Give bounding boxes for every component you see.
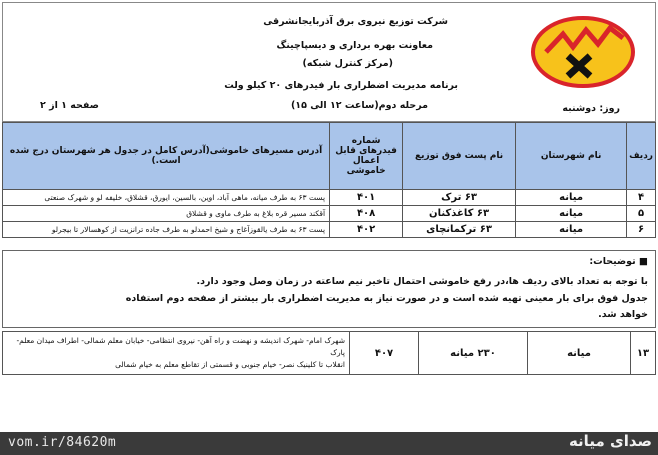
col-substation: نام پست فوق توزیع <box>403 123 516 190</box>
row-no: ۱۳ <box>631 332 656 375</box>
city: میانه <box>516 206 627 222</box>
notes-line-1: با توجه به تعداد بالای ردیف ها،در رفع خاموشی احتمال تاخیر نیم ساعته در زمان وصل وجود دارد. <box>196 276 648 287</box>
col-address: آدرس مسیرهای خاموشی(آدرس کامل در جدول هر شهرستان درج شده است.) <box>3 123 330 190</box>
stage-label: مرحله دوم(ساعت ۱۲ الی ۱۵) <box>290 100 428 111</box>
notes-box <box>2 250 656 328</box>
col-feeder-no: شماره فیدرهای قابل اعمال خاموشی <box>330 123 403 190</box>
address: پست ۶۳ به طرف یالقوزآغاج و شیخ احمدلو به طرف جاده ترانزیت از کوهسالار تا بیجرلو <box>3 222 330 238</box>
col-city: نام شهرستان <box>516 123 627 190</box>
address <box>3 332 350 375</box>
city: میانه <box>516 222 627 238</box>
row-no: ۵ <box>627 206 656 222</box>
table-header-row <box>3 123 656 190</box>
table-row <box>3 206 656 222</box>
address: پست ۶۳ به طرف میانه، ماهی آباد، اوین، بالسین، ایورق، قشلاق، خلیفه لو و شهرک صنعتی <box>3 190 330 206</box>
row-no: ۶ <box>627 222 656 238</box>
company-name: شرکت توزیع نیروی برق آذربایجانشرقی <box>263 16 448 27</box>
feeder-no: ۴۰۸ <box>330 206 403 222</box>
table-row-13 <box>2 331 656 375</box>
substation: ۶۳ ترک <box>403 190 516 206</box>
feeder-no: ۴۰۲ <box>330 222 403 238</box>
notes-title-text: توضیحات: <box>589 256 636 267</box>
substation: ۶۳ کاغذکنان <box>403 206 516 222</box>
city: میانه <box>528 332 631 375</box>
feeder-table <box>2 122 656 238</box>
notes-line-3: خواهد شد. <box>598 309 648 320</box>
brand-watermark: صدای میانه <box>568 432 652 450</box>
company-logo <box>528 12 638 92</box>
substation: ۲۳۰ میانه <box>419 332 528 375</box>
address: آقکند مسیر قره بلاغ به طرف ماوی و قشلاق <box>3 206 330 222</box>
substation: ۶۳ ترکمانچای <box>403 222 516 238</box>
address-line-1: شهرک امام- شهرک اندیشه و نهضت و راه آهن- نیروی انتظامی- خیابان معلم شمالی- اطراف میدان معلم- پارک <box>16 336 345 357</box>
deputy-name: معاونت بهره برداری و دیسپاچینگ <box>276 40 433 51</box>
program-title: برنامه مدیریت اضطراری بار فیدرهای ۲۰ کیلو ولت <box>224 80 458 91</box>
row-no: ۴ <box>627 190 656 206</box>
notes-title: ■ توضیحات: <box>589 256 648 267</box>
table-row <box>3 222 656 238</box>
address-line-2: انقلاب تا کلینیک نصر- خیام جنوبی و قسمتی از تقاطع معلم به خیام شمالی <box>115 360 345 369</box>
notes-line-2: جدول فوق برای بار معینی تهیه شده است و در صورت نیاز به مدیریت اضطراری بار بیشتر از صفحه دوم استفاده <box>125 293 648 304</box>
city: میانه <box>516 190 627 206</box>
source-url: vom.ir/84620m <box>8 435 117 450</box>
feeder-no: ۴۰۷ <box>350 332 419 375</box>
page-number: صفحه ۱ از ۲ <box>40 100 99 111</box>
control-center: (مرکز کنترل شبکه) <box>302 58 393 69</box>
col-row-no: ردیف <box>627 123 656 190</box>
feeder-no: ۴۰۱ <box>330 190 403 206</box>
table-row <box>3 190 656 206</box>
day-label: روز: دوشنبه <box>562 103 620 114</box>
